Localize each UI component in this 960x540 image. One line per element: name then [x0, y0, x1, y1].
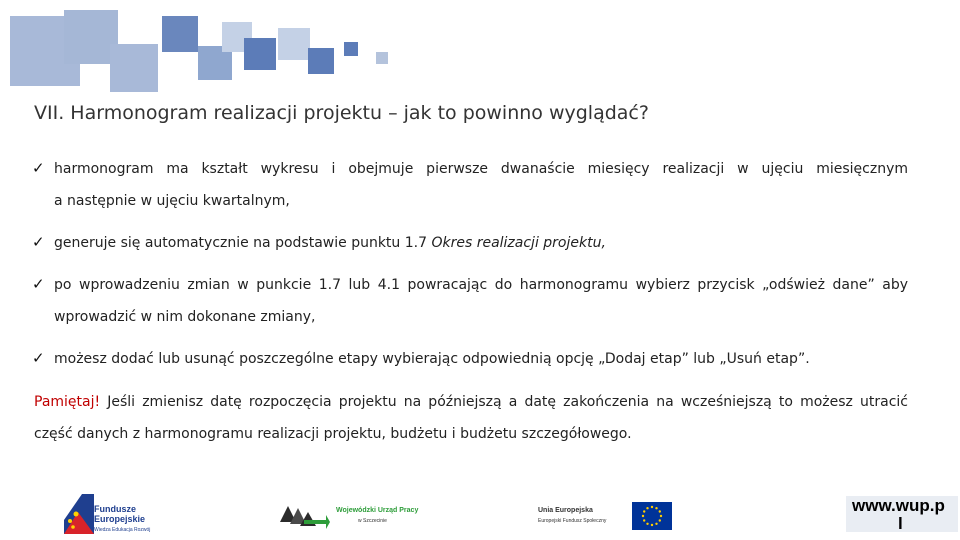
deco-square: [110, 44, 158, 92]
deco-square: [162, 16, 198, 52]
logo-text: Wojewódzki Urząd Pracy: [336, 507, 419, 514]
note-text-continued: część danych z harmonogramu realizacji projektu, budżetu i budżetu szczegółowego.: [34, 426, 632, 442]
bullet-text: po wprowadzeniu zmian w punkcie 1.7 lub 4.1 powracając do harmonogramu wybierz przycisk „odśwież dane” aby: [54, 277, 908, 293]
deco-square: [308, 48, 334, 74]
eu-flag-icon: [632, 502, 672, 530]
bullet-text-italic: Okres realizacji projektu,: [431, 235, 606, 251]
bullet-item: [32, 342, 908, 375]
logo-text: Europejski Fundusz Społeczny: [538, 518, 607, 524]
website-url-continued[interactable]: l: [898, 514, 903, 533]
note-text: Jeśli zmienisz datę rozpoczęcia projektu na późniejszą a datę zakończenia na wcześniejszą to możesz utracić: [100, 394, 908, 410]
deco-square: [344, 42, 358, 56]
fe-emblem-icon: [64, 494, 94, 534]
checkmark-icon: ✓: [32, 159, 45, 177]
bullet-item: [32, 268, 908, 333]
logo-text: Europejskie: [94, 514, 146, 524]
bullet-text-continued: a następnie w ujęciu kwartalnym,: [54, 193, 290, 209]
note-highlight: Pamiętaj!: [34, 394, 101, 410]
wup-emblem-icon: [278, 500, 330, 530]
bullet-item: [32, 152, 908, 217]
bullet-text-continued: wprowadzić w nim dokonane zmiany,: [54, 309, 316, 325]
deco-square: [376, 52, 388, 64]
bullet-text: generuje się automatycznie na podstawie punktu 1.7: [54, 235, 432, 251]
bullet-text: harmonogram ma kształt wykresu i obejmuje pierwsze dwanaście miesięcy realizacji w ujęciu miesięcznym: [54, 161, 908, 177]
slide-title: VII. Harmonogram realizacji projektu – jak to powinno wyglądać?: [34, 102, 649, 124]
checkmark-icon: ✓: [32, 349, 45, 367]
deco-square: [278, 28, 310, 60]
deco-square: [244, 38, 276, 70]
bullet-text: możesz dodać lub usunąć poszczególne etapy wybierając odpowiednią opcję „Dodaj etap” lub „Usuń etap”.: [54, 351, 810, 367]
logo-text: w Szczecinie: [358, 518, 387, 524]
warning-note: [34, 386, 908, 450]
logo-text: Unia Europejska: [538, 507, 593, 514]
logo-text: Wiedza Edukacja Rozwój: [94, 527, 151, 533]
checkmark-icon: ✓: [32, 275, 45, 293]
bullet-item: [32, 226, 908, 259]
website-url[interactable]: www.wup.p: [852, 496, 945, 515]
checkmark-icon: ✓: [32, 233, 45, 251]
logo-text: Fundusze: [94, 504, 136, 514]
